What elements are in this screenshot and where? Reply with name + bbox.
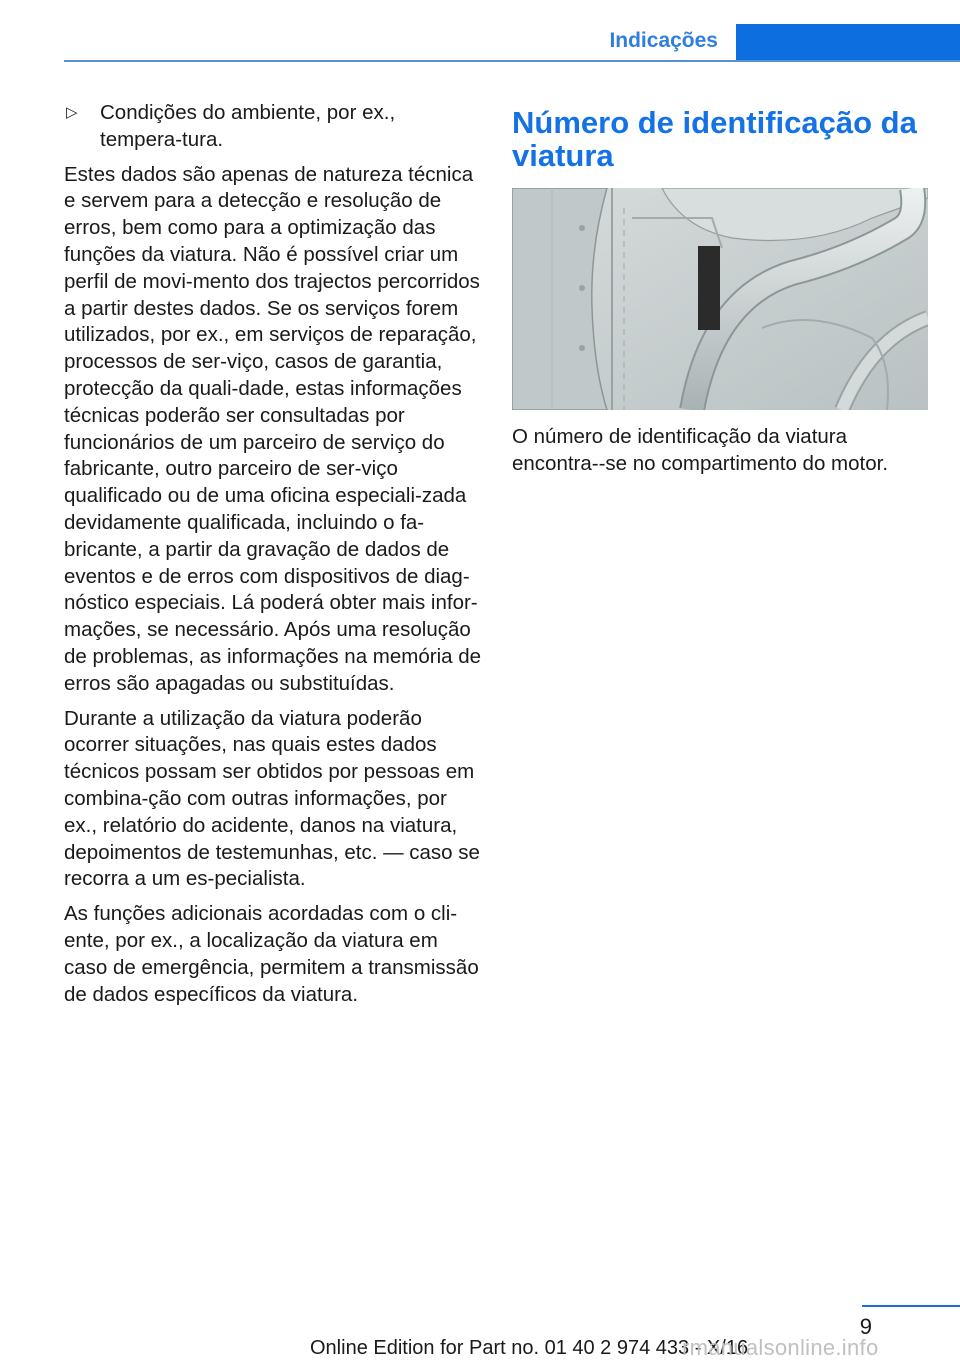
list-item-text: Condições do ambiente, por ex., tempera‐tura. [100,101,396,151]
engine-compartment-illustration [512,188,928,410]
image-caption: O número de identificação da viatura encontra‐-se no compartimento do motor. [512,425,889,475]
watermark: rmanualsonline.info [682,1335,879,1360]
right-column [512,100,932,486]
paragraph-1: Estes dados são apenas de natureza técnica e servem para a detecção e resolução de erros, bem como para a optimização das funções da viatura. Não é possível criar um perfil de movi‐mento dos trajectos percorridos a partir destes dados. Se os serviços forem utilizados, por ex., em serviços de reparação, processos de ser‐viço, casos de garantia, protecção da quali‐dade, estas informações técnicas poderão ser consultadas por funcionários de um parceiro de serviço do fabricante, outro parceiro de ser‐viço qualificado ou de uma oficina especiali‐zada devidamente qualificada, incluindo o fa‐bricante, a partir da gravação de dados de eventos e de erros com dispositivos de diag‐nóstico especiais. Lá poderá obter mais infor‐mações, se necessário. Após uma resolução de problemas, as informações na memória de erros são apagadas ou substituídas. [64,162,482,695]
paragraph-3: As funções adicionais acordadas com o cli‐ente, por ex., a localização da viatura em caso de emergência, permitem a transmissão de dados específicos da viatura. [64,902,479,1006]
section-title: Número de identificação da viatura [512,105,917,173]
engine-compartment-image [512,188,928,410]
header-accent-block [736,24,960,62]
header-title: Indicações [609,29,718,52]
footer-divider [862,1305,960,1307]
list-item [64,100,482,154]
header-divider [64,60,960,62]
left-column [64,100,482,1016]
page-number: 9 [859,1314,872,1339]
paragraph-2: Durante a utilização da viatura poderão ocorrer situações, nas quais estes dados técnicos possam ser obtidos por pessoas em combina‐ção com outras informações, por ex., relatório do acidente, danos na viatura, depoimentos de testemunhas, etc. — caso se recorra a um es‐pecialista. [64,706,480,891]
edition-info: Online Edition for Part no. 01 40 2 974 433 - X/16 [310,1337,749,1359]
triangle-right-icon: ▷ [66,104,78,121]
